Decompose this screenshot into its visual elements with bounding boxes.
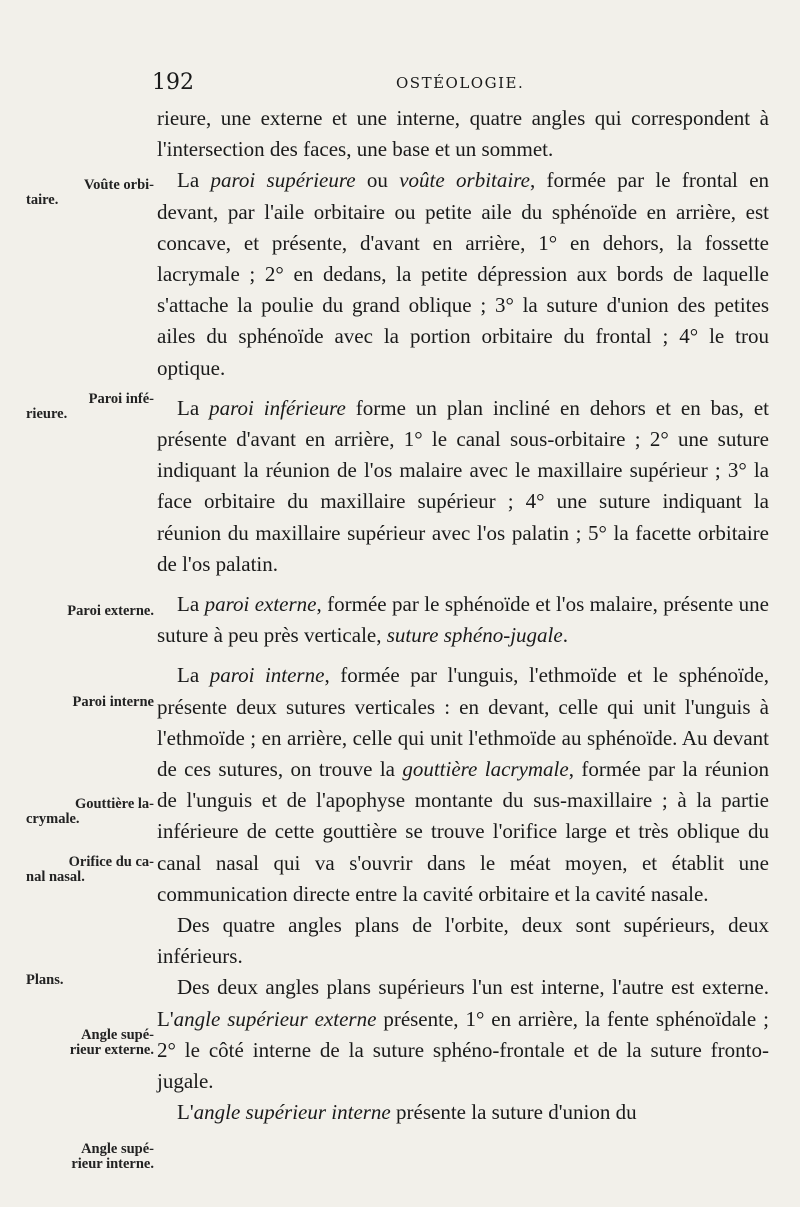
page-number: 192 xyxy=(152,70,194,95)
margin-note-angle-externe: Angle supé- rieur externe. xyxy=(69,1027,154,1058)
body-text xyxy=(157,103,769,1129)
paragraph-paroi-superieure: La paroi supérieure ou voûte orbitaire, formée par le frontal en devant, par l'aile orbitaire ou petite aile du sphénoïde en arrière, est concave, et présente, d'avant en arrière, 1° en dehors, la fossette lacrymale ; 2° en dedans, la petite dépression aux bords de laquelle s'attache la poulie du grand oblique ; 3° la suture d'union des petites ailes du sphénoïde avec la portion orbitaire du frontal ; 4° le trou optique. xyxy=(157,168,770,380)
margin-note-paroi-externe: Paroi externe. xyxy=(67,603,154,619)
running-title: OSTÉOLOGIE. xyxy=(396,74,525,92)
page-header xyxy=(0,70,800,100)
margin-note-voute: Voûte orbi- taire. xyxy=(26,177,154,208)
paragraph-plans: Des quatre angles plans de l'orbite, deux sont supérieurs, deux inférieurs. xyxy=(157,913,769,969)
margin-note-orifice: Orifice du ca- nal nasal. xyxy=(26,854,154,885)
margin-note-paroi-inferieure: Paroi infé- rieure. xyxy=(26,391,154,422)
margin-note-paroi-interne: Paroi interne xyxy=(72,694,154,710)
margin-note-plans: Plans. xyxy=(26,972,64,988)
paragraph-paroi-inferieure: La paroi inférieure forme un plan incliné en dehors et en bas, et présente d'avant en arrière, 1° le canal sous-orbitaire ; 2° une suture indiquant la réunion de l'os malaire avec le maxillaire supérieur ; 3° la face orbitaire du maxillaire supérieur ; 4° une suture indiquant la réunion du maxillaire supérieur avec l'os palatin ; 5° la facette orbitaire de l'os palatin. xyxy=(157,395,769,576)
paragraph-paroi-externe: La paroi externe, formée par le sphénoïde et l'os malaire, présente une suture à peu près verticale, suture sphéno-jugale. xyxy=(157,592,769,648)
paragraph-paroi-interne: La paroi interne, formée par l'unguis, l'ethmoïde et le sphénoïde, présente deux sutures verticales : en devant, celle qui unit l'unguis à l'ethmoïde ; en arrière, celle qui unit l'ethmoïde au sphénoïde. Au devant de ces sutures, on trouve la gouttière lacrymale, formée par la réunion de l'unguis et de l'apophyse montante du sus-maxillaire ; à la partie inférieure de cette gouttière se trouve l'orifice large et très oblique du canal nasal qui va s'ouvrir dans le méat moyen, et établit une communication directe entre la cavité orbitaire et la cavité nasale. xyxy=(157,663,770,906)
margin-note-gouttiere: Gouttière la- crymale. xyxy=(26,796,154,827)
paragraph-intro: rieure, une externe et une interne, quatre angles qui correspondent à l'intersection des faces, une base et un sommet. xyxy=(157,106,769,162)
margin-note-angle-interne: Angle supé- rieur interne. xyxy=(71,1141,154,1172)
paragraph-angles-superieurs: Des deux angles plans supérieurs l'un est interne, l'autre est externe. L'angle supérieur externe présente, 1° en arrière, la fente sphénoïdale ; 2° le côté interne de la suture sphéno-frontale et de la suture fronto-jugale. xyxy=(157,975,769,1094)
paragraph-angle-interne: L'angle supérieur interne présente la suture d'union du xyxy=(177,1100,637,1125)
